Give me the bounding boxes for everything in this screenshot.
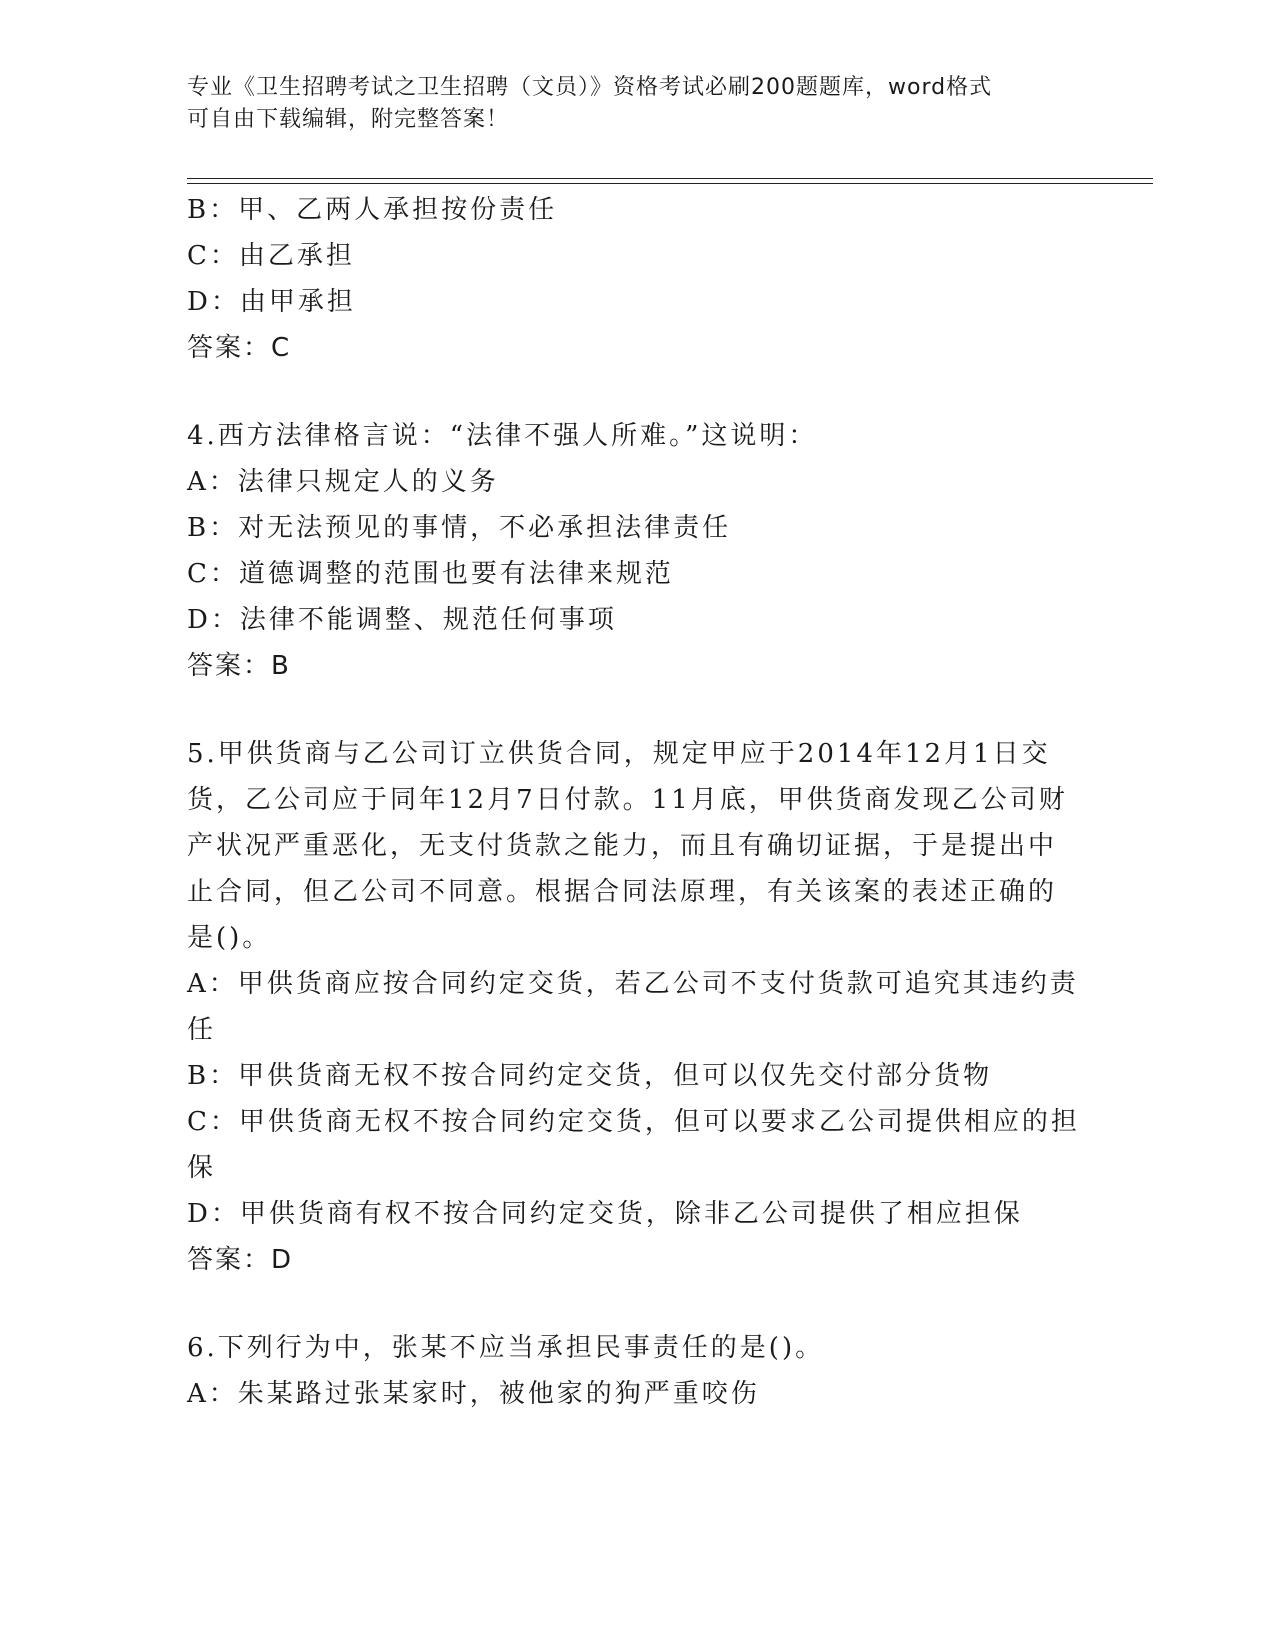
question-5 — [187, 731, 1087, 1283]
document-header — [187, 72, 1067, 136]
answer-label: 答案：C — [187, 333, 292, 363]
option-c: C：道德调整的范围也要有法律来规范 — [187, 559, 674, 589]
option-b: B：对无法预见的事情，不必承担法律责任 — [187, 513, 732, 543]
option-a: A：法律只规定人的义务 — [187, 467, 499, 497]
spacer — [187, 689, 1087, 731]
option-a-line-1: A：甲供货商应按合同约定交货，若乙公司不支付货款可追究其违约责 — [187, 969, 1079, 999]
option-c-line-1: C：甲供货商无权不按合同约定交货，但可以要求乙公司提供相应的担 — [187, 1107, 1080, 1137]
spacer — [187, 371, 1087, 413]
header-line-1: 专业《卫生招聘考试之卫生招聘（文员）》资格考试必刷200题题库，word格式 — [187, 75, 993, 100]
option-d: D：由甲承担 — [187, 287, 356, 317]
header-divider-top — [187, 178, 1153, 179]
question-stem-line-1: 5.甲供货商与乙公司订立供货合同，规定甲应于2014年12月1日交 — [187, 739, 1051, 769]
spacer — [187, 1283, 1087, 1325]
answer-label: 答案：B — [187, 651, 291, 681]
question-4 — [187, 413, 1087, 689]
question-stem: 4.西方法律格言说：“法律不强人所难。”这说明： — [187, 421, 818, 451]
answer-label: 答案：D — [187, 1245, 294, 1275]
question-list — [187, 187, 1087, 1417]
option-a-line-2: 任 — [187, 1015, 217, 1045]
question-stem: 6.下列行为中，张某不应当承担民事责任的是()。 — [187, 1333, 825, 1363]
option-d: D：法律不能调整、规范任何事项 — [187, 605, 617, 635]
question-stem-line-3: 产状况严重恶化，无支付货款之能力，而且有确切证据，于是提出中 — [187, 831, 1058, 861]
question-stem-line-5: 是()。 — [187, 923, 272, 953]
option-d: D：甲供货商有权不按合同约定交货，除非乙公司提供了相应担保 — [187, 1199, 1023, 1229]
question-stem-line-4: 止合同，但乙公司不同意。根据合同法原理，有关该案的表述正确的 — [187, 877, 1058, 907]
header-line-2: 可自由下载编辑，附完整答案！ — [187, 107, 510, 132]
question-6 — [187, 1325, 1087, 1417]
option-b: B：甲、乙两人承担按份责任 — [187, 195, 558, 225]
question-3-tail — [187, 187, 1087, 371]
question-stem-line-2: 货，乙公司应于同年12月7日付款。11月底，甲供货商发现乙公司财 — [187, 785, 1068, 815]
option-b: B：甲供货商无权不按合同约定交货，但可以仅先交付部分货物 — [187, 1061, 993, 1091]
header-divider-bottom — [187, 183, 1153, 184]
option-a: A：朱某路过张某家时，被他家的狗严重咬伤 — [187, 1379, 760, 1409]
option-c: C：由乙承担 — [187, 241, 355, 271]
option-c-line-2: 保 — [187, 1153, 217, 1183]
